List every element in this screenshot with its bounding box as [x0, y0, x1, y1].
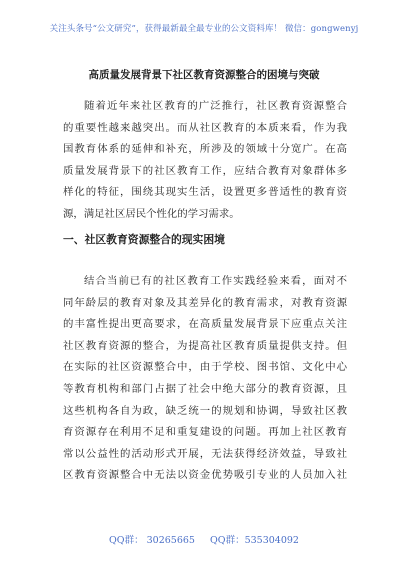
paragraph-line: 等教育机构和部门占据了社会中绝大部分的教育资源，且 [63, 382, 347, 395]
paragraph-line: 随着近年来社区教育的广泛推行，社区教育资源整合 [84, 100, 347, 112]
paragraph-line: 国教育体系的延伸和补充，所涉及的领域十分宽广。在高 [63, 143, 347, 156]
paragraph-line: 同年龄层的教育对象及其差异化的教育需求，对教育资源 [63, 296, 347, 309]
paragraph-line: 源，满足社区居民个性化的学习需求。 [63, 207, 240, 220]
paragraph-line: 的重要性越来越突出。而从社区教育的本质来看，作为我 [63, 121, 347, 134]
paragraph-line: 这些机构各自为政，缺乏统一的规划和协调，导致社区教 [63, 404, 347, 417]
section-heading: 一、社区教育资源整合的现实困境 [63, 233, 225, 246]
paragraph-line: 常以公益性的活动形式开展，无法获得经济效益，导致社 [63, 447, 347, 460]
section-paragraph [63, 271, 347, 487]
header-promo-banner: 关注头条号“公文研究”，获得最新最全最专业的公文资料库！ 微信：gongwenyj [49, 24, 359, 34]
paragraph-line: 质量发展背景下的社区教育工作，应结合教育对象群体多 [63, 164, 347, 177]
paragraph-line: 结合当前已有的社区教育工作实践经验来看，面对不 [84, 275, 347, 287]
footer-qq-group-1: QQ群： 30265665 [109, 535, 195, 546]
intro-paragraph [63, 96, 347, 226]
document-title: 高质量发展背景下社区教育资源整合的困境与突破 [88, 69, 320, 81]
paragraph-line: 的丰富性提出更高要求，在高质量发展背景下应重点关注 [63, 318, 347, 331]
footer-contact [0, 532, 408, 546]
paragraph-line: 在实际的社区资源整合中，由于学校、图书馆、文化中心 [63, 361, 347, 374]
paragraph-line: 样化的特征，围绕其现实生活，设置更多普适性的教育资 [63, 186, 347, 199]
paragraph-line: 社区教育资源的整合，为提高社区教育质量提供支持。但 [63, 339, 347, 352]
footer-qq-group-2: QQ群：535304092 [210, 535, 299, 546]
paragraph-line: 区教育资源整合中无法以资金优势吸引专业的人员加入社 [63, 469, 347, 482]
paragraph-line: 育资源存在利用不足和重复建设的问题。再加上社区教育 [63, 426, 347, 439]
